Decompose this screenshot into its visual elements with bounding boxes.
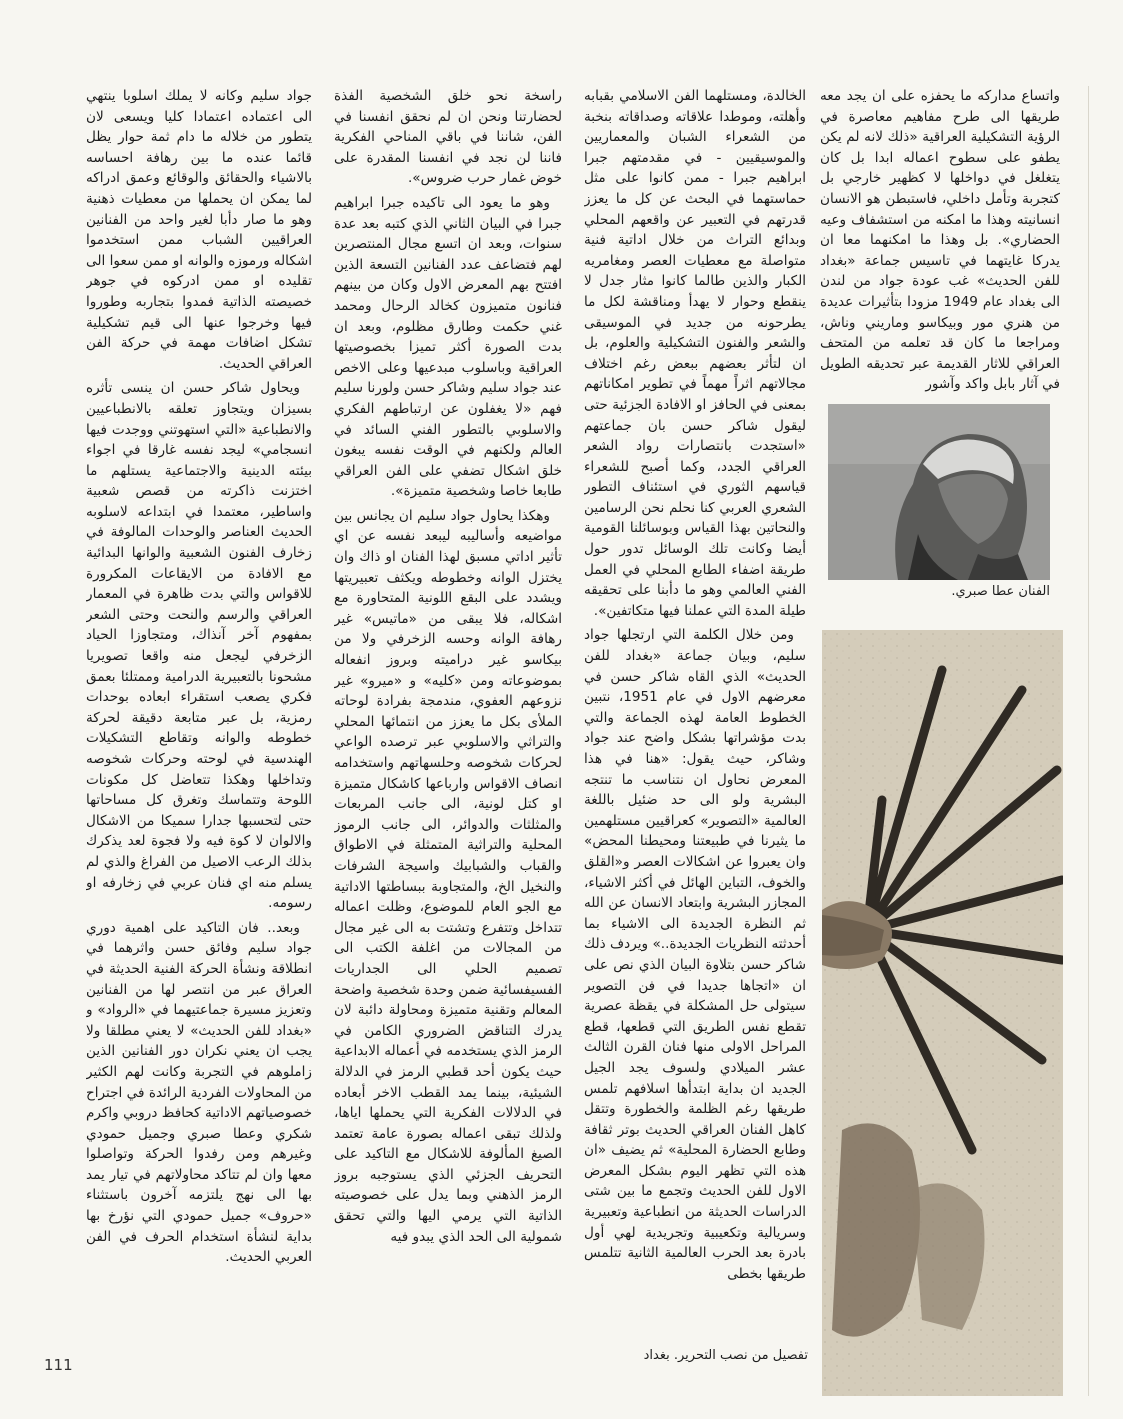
text-column-3 <box>334 86 562 1316</box>
paragraph: جواد سليم وكانه لا يملك اسلوبا ينتهي الى اعتماده اعتمادا كليا ويسعى لان يتطور من خلاله ما دام ثمة حوار يظل قائما عنده ما بين رهافة احساسه بالاشياء والحقائق والوقائع وعمق ادراكه لما يمكن ان يحملها من معطيات ذهنية وهو ما صار دأبا لغير واحد من الفنانين العراقيين الشباب ممن استخدموا اشكاله ورموزه والوانه او ممن سعوا الى تقليده او ممن ادركوه في جوهر خصيصته الذاتية فمدوا بتجاربه وطوروا فيها وخرجوا عنها الى قيم تشكيلية تشكل اضافات مهمة في حركة الفن العراقي الحديث. <box>86 88 312 372</box>
sculpture-caption: تفصيل من نصب التحرير. بغداد <box>643 1348 808 1363</box>
paragraph: وهو ما يعود الى تاكيده جبرا ابراهيم جبرا في البيان الثاني الذي كتبه بعد عدة سنوات، وبعد ان اتسع مجال المنتصرين لهم فتضاعف عدد الفنانين التسعة الذين افتتح بهم المعرض الاول وكان من بينهم فنانون متميزون كخالد الرحال ومحمد غني حكمت وطارق مظلوم، وبعد ان بدت الصورة أكثر تميزا بخصوصيتها العراقية وباسلوب مبدعيها وعلى الاخص عند جواد سليم وشاكر حسن ولورنا سليم فهم «لا يغفلون عن ارتباطهم الفكري والاسلوبي بالتطور الفني السائد في العالم ولكنهم في الوقت نفسه يبغون خلق اشكال تضفي على الفن العراقي طابعا خاصا وشخصية متميزة». <box>334 194 562 500</box>
sculpture-illustration <box>822 630 1063 1396</box>
paragraph: وبعد.. فان التاكيد على اهمية دوري جواد سليم وفائق حسن واثرهما في انطلاقة ونشأة الحركة الفنية الحديثة في العراق عبر من انتصر لها من الفنانين وتعزيز مسيرة جماعتيهما في «الرواد» و «بغداد للفن الحديث» لا يعني مطلقا ولا يجب ان يعني نكران دور الفنانين الذين زاملوهم في التجربة وكانت لهم الكثير من المحاولات الفردية الرائدة في اجتراح خصوصياتهم الاداتية كحافظ دروبي واكرم شكري وعطا صبري وجميل حمودي وغيرهم ومن رفدوا الحركة وتواصلوا معها وان لم تتاكد محاولاتهم في تيار يمد بها الى نهج يلتزمه آخرون باستثناء «حروف» جميل حمودي التي نؤرخ بها بداية لنشأة استخدام الحرف في الفن العربي الحديث. <box>86 919 312 1266</box>
photo-caption: الفنان عطا صبري. <box>951 584 1050 599</box>
portrait-photo <box>828 404 1050 580</box>
page-number: 111 <box>44 1356 73 1374</box>
sculpture-photo <box>822 630 1063 1396</box>
portrait-illustration <box>828 404 1050 580</box>
paragraph: الخالدة، ومستلهما الفن الاسلامي بقبابه وأهلته، وموطدا علاقاته وصداقاته بنخبة من الشعراء الشبان والمعماريين والموسيقيين - في مقدمتهم جبرا ابراهيم جبرا - ممن كانوا على مثل حماستهما في البحث عن كل ما يعزز قدرتهم في التعبير عن واقعهم المحلي وبدائع التراث من خلال اداتية فنية متواصلة مع معطيات العصر ومغامريه الكبار والذين طالما كانوا مثار جدل لا ينقطع وحوار لا يهدأ ومناقشة لكل ما يطرحونه من جديد في الموسيقى والشعر والفنون التشكيلية والعلوم، بل ان لتأثر بعضهم ببعض رغم اختلاف مجالاتهم اثراً مهماً في تطوير امكاناتهم بمعنى في الحافز او الافادة الجزئية حتى ليقول شاكر حسن بان جماعتهم «استجدت بانتصارات رواد الشعر العراقي الجدد، وكما أصبح للشعراء قياسهم الثوري في استئناف التطور الشعري العربي كنا نحلم نحن الرسامين والنحاتين بهذا القياس وبوسائلنا القومية أيضا وكانت تلك الوسائل تدور حول طريقة اضفاء الطابع المحلي في العمل الفني العالمي وهو ما دأبنا على تحقيقه طيلة المدة التي عملنا فيها متكاتفين». <box>584 88 806 619</box>
text-column-4 <box>86 86 312 1316</box>
paragraph: راسخة نحو خلق الشخصية الفذة لحضارتنا ونحن ان لم نحقق انفسنا في الفن، شاننا في باقي المناحي الفكرية فاننا لن نجد في انفسنا المقدرة على خوض غمار حرب ضروس». <box>334 88 562 187</box>
page-edge-line <box>1088 86 1089 1396</box>
paragraph: واتساع مداركه ما يحفزه على ان يجد معه طريقها الى طرح مفاهيم معاصرة في الرؤية التشكيلية العراقية «ذلك لانه لم يكن يطفو على سطوح اعماله ابدا بل كان يتغلغل في دواخلها لا كظهير خارجي بل كتجربة وتأمل داخلي، فاستبطن هو الانسان انسانيته وهذا ما امكنه من استشفاف وعيه الحضاري». بل وهذا ما امكنهما معا ان يدركا غايتهما في تاسيس جماعة «بغداد للفن الحديث» غب عودة جواد من لندن الى بغداد عام 1949 مزودا بتأثيرات عديدة من هنري مور وبيكاسو وماريني وناش، ومراجعا ما كان قد تعلمه من المتحف العراقي للاثار القديمة عبر تحديقه الطويل في آثار بابل واكد وآشور <box>820 88 1060 393</box>
paragraph: ويحاول شاكر حسن ان ينسى تأثره بسيزان ويتجاوز تعلقه بالانطباعيين والانطباعية «التي استهوتني ووجدت فيها انسجامي» ليجد نفسه غارقا في اجواء بيئته الدينية والاجتماعية يستلهم ما اختزنت ذاكرته من قصص شعبية واساطير، معتمدا في ابتداعه لاسلوبه الحديث العناصر والوحدات المالوفة في زخارف الفنون الشعبية والوانها البدائية مع الافادة من الايقاعات المكرورة للاقواس والتي بدت ظاهرة في المعمار العراقي والرسم والنحت وحتى الشعر بمفهوم آخر آنذاك، ومتجاوزا الحياد الزخرفي ليجعل منه واقعا تصويريا مشحونا بالتعبيرية الدرامية وممتلئا بعمق فكري يصعب استقراء ابعاده بوحدات رمزية، بل عبر متابعة دقيقة لحركة خطوطه والوانه وتقاطع التشكيلات الهندسية في لوحته وحركات شخوصه وتداخلها وهكذا تتعاضل كل مكونات اللوحة وتتماسك وتغرق كل مساحاتها حتى لتحسبها جدارا سميكا من الاشكال والالوان لا كوة فيه ولا فجوة لعد يذكرك بذلك الرعب الاصيل من الفراغ والذي لم يسلم منه اي فنان عربي في زخارفه او رسومه. <box>86 380 312 912</box>
paragraph: ومن خلال الكلمة التي ارتجلها جواد سليم، وبيان جماعة «بغداد للفن الحديث» الذي القاه شاكر حسن في معرضهم الاول في عام 1951، نتبين الخطوط العامة لهذه الجماعة والتي بدت مؤشراتها بشكل واضح عند جواد وشاكر، حيث يقول: «هنا في هذا المعرض نحاول ان نتناسب ما تنتجه البشرية ولو الى حد ضئيل باللغة العالمية «التصوير» كعراقيين مستلهمين ما يثيرنا في طبيعتنا ومحيطنا المحض» وان يعبروا عن اشكالات العصر و«القلق والخوف، التباين الهائل في أكثر الاشياء، المجازر البشرية وابتعاد الانسان عن الله ثم النظرة الجديدة الى الاشياء بما أحدثته النظريات الجديدة..» ويردف ذلك شاكر حسن بتلاوة البيان الذي نص على ان «اتجاها جديدا في فن التصوير سيتولى حل المشكلة في يقظة عصرية تقطع نفس الطريق التي قطعها، قطع المراحل الاولى منها فنان القرن الثالث عشر الميلادي ولسوف يجد الجيل الجديد ان بداية ابتدأها اسلافهم تلمس طريقها رغم الظلمة والخطورة وتتقل كاهل الفنان العراقي الحديث بوتر ثقافة وطابع الحضارة المحلية» ثم يضيف «ان هذه التي تظهر اليوم بشكل المعرض الاول للفن الحديث وتجمع ما بين شتى الدراسات الحديثة من انطباعية وتعبيرية وسريالية وتكعيبية وتجريدية لهي أول بادرة بعد الحرب العالمية الثانية تتلمس طريقها بخطى <box>584 627 806 1282</box>
text-column-2 <box>584 86 806 1316</box>
paragraph: وهكذا يحاول جواد سليم ان يجانس بين مواضيعه وأساليبه ليبعد نفسه عن اي تأثير اداتي مسبق لهذا الفنان او ذاك وان يختزل الوانه وخطوطه ويكثف تعبيريتها ويشدد على البقع اللونية المتحاورة مع اشكاله، فلا يبقى من «ماتيس» غير رهافة الوانه وحسه الزخرفي ولا من بيكاسو غير دراميته وبروز انفعاله بموضوعاته ومن «كليه» و «ميرو» غير نزوعهم العفوي، مندمجة بفرادة لوحاته الملأى بكل ما يعزز من انتمائها المحلي والتراثي والاسلوبي عبر ترصده الواعي لحركات شخوصه وحلسهاتهم واستخدامه انصاف الاقواس وارباعها كاشكال متميزة او كتل لونية، الى جانب المربعات والمثلثات والدوائر، الى جانب الرموز المحلية والتراثية المتمثلة في الاطواق والقباب والشبابيك واسيجة الشرفات والنخيل الخ، والمتجاوبة ببساطتها الاداتية مع الجو العام للموضوع، وظلت اعماله تتداخل وتتفرع وتشتت به الى غير مجال من المجالات من اغلفة الكتب الى تصميم الحلي الى الجداريات الفسيفسائية ضمن وحدة شخصية واضحة المعالم وتقنية متميزة ومحاولة دائبة لان يدرك التناقض الضروري الكامن في الرمز الذي يستخدمه في أعماله الابداعية حيث يكون أحد قطبي الرمز في الدلالة الشيئية، بينما يمد القطب الاخر أبعاده في الدلالات الفكرية التي يحملها اياها، ولذلك تبقى اعماله بصورة عامة تعتمد الصيغ المألوفة للاشكال مع التاكيد على التحريف الجزئي الذي يستوجبه بروز الرمز الذهني وبما يدل على خصوصيته الذاتية التي يرمي اليها والتي تحقق شمولية الى الحد الذي يبدو فيه <box>334 507 562 1245</box>
